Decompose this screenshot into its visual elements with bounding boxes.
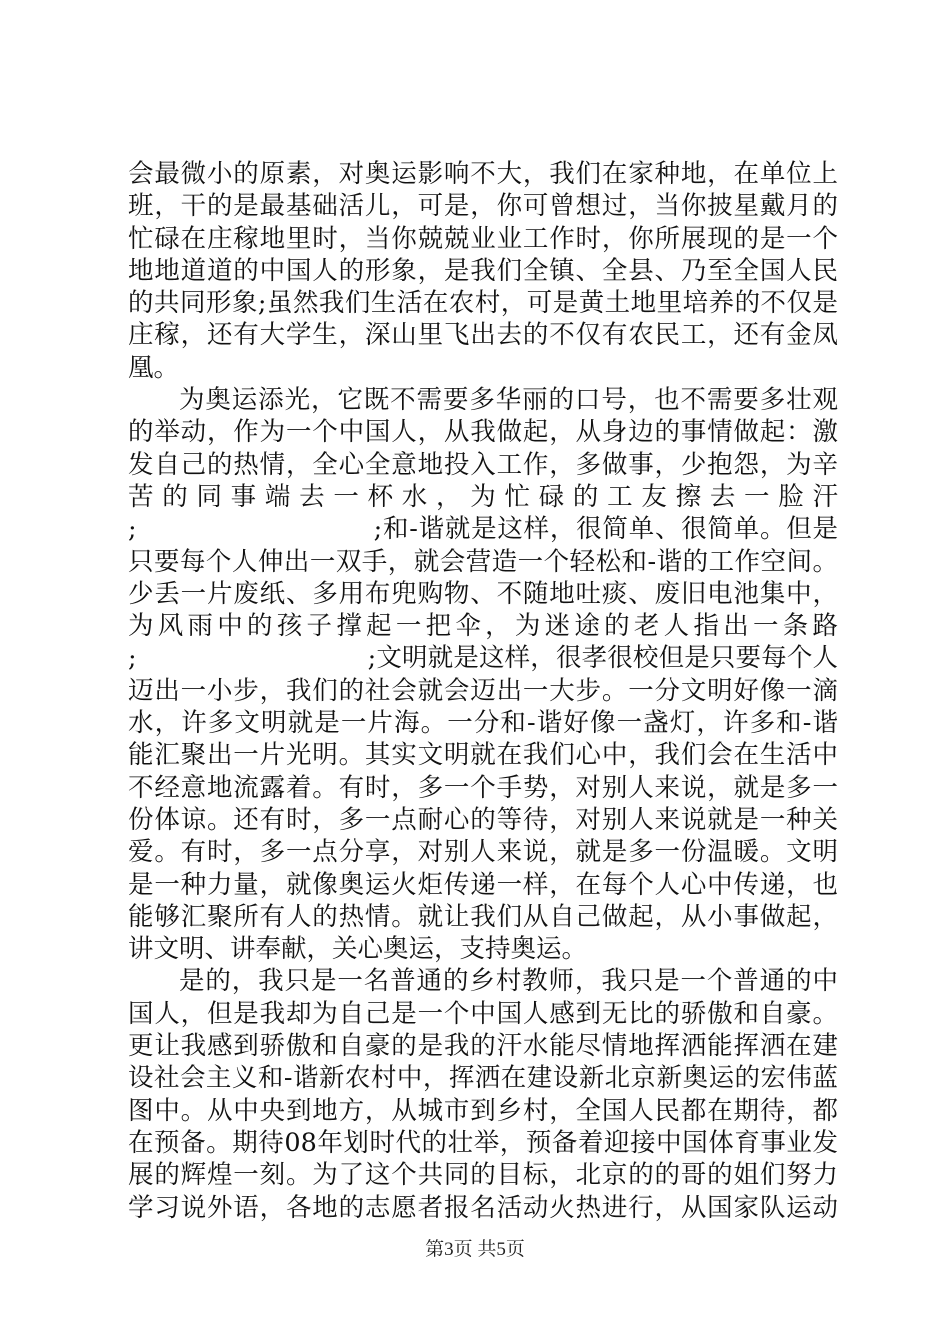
text-line: 苦的同事端去一杯水，为忙碌的工友擦去一脸汗 [128, 481, 838, 512]
text-line: 份体谅。还有时，多一点耐心的等待，对别人来说就是一种关 [128, 804, 838, 835]
text-line: ; ;和-谐就是这样，很简单、很简单。但是 [128, 514, 838, 545]
text-line: 展的辉煌一刻。为了这个共同的目标，北京的的哥的姐们努力 [128, 1160, 838, 1191]
text-line: 是一种力量，就像奥运火炬传递一样，在每个人心中传递，也 [128, 869, 838, 900]
text-line: 能够汇聚所有人的热情。就让我们从自己做起，从小事做起， [128, 901, 838, 932]
text-line: 是的，我只是一名普通的乡村教师，我只是一个普通的中 [179, 966, 838, 997]
text-line: 少丢一片废纸、多用布兜购物、不随地吐痰、废旧电池集中， [128, 578, 838, 609]
text-line: 学习说外语，各地的志愿者报名活动火热进行，从国家队运动 [128, 1192, 838, 1223]
text-line: 讲文明、讲奉献，关心奥运，支持奥运。 [128, 934, 588, 965]
text-line: 不经意地流露着。有时，多一个手势，对别人来说，就是多一 [128, 772, 838, 803]
text-line: 凰。 [128, 352, 180, 383]
text-line: 爱。有时，多一点分享，对别人来说，就是多一份温暖。文明 [128, 837, 838, 868]
text-line: 水，许多文明就是一片海。一分和-谐好像一盏灯，许多和-谐 [128, 708, 838, 739]
text-line: 会最微小的原素，对奥运影响不大，我们在家种地，在单位上 [128, 159, 838, 189]
text-line: 能汇聚出一片光明。其实文明就在我们心中，我们会在生活中 [128, 740, 838, 771]
text-line: 图中。从中央到地方，从城市到乡村，全国人民都在期待，都 [128, 1095, 838, 1126]
text-line: ; ;文明就是这样，很孝很校但是只要每个人 [128, 643, 838, 674]
text-line: 迈出一小步，我们的社会就会迈出一大步。一分文明好像一滴 [128, 675, 838, 706]
text-line: 地地道道的中国人的形象，是我们全镇、全县、乃至全国人民 [128, 255, 838, 286]
text-line: 为奥运添光，它既不需要多华丽的口号，也不需要多壮观 [179, 385, 838, 416]
text-line: 更让我感到骄傲和自豪的是我的汗水能尽情地挥洒能挥洒在建 [128, 1031, 838, 1062]
text-line: 发自己的热情，全心全意地投入工作，多做事，少抱怨，为辛 [128, 449, 838, 480]
text-line: 为风雨中的孩子撑起一把伞，为迷途的老人指出一条路 [128, 611, 838, 642]
document-body [128, 158, 838, 1224]
text-line: 忙碌在庄稼地里时，当你兢兢业业工作时，你所展现的是一个 [128, 223, 838, 254]
text-line: 只要每个人伸出一双手，就会营造一个轻松和-谐的工作空间。 [128, 546, 838, 577]
text-line: 的共同形象;虽然我们生活在农村，可是黄土地里培养的不仅是 [128, 288, 838, 319]
text-line: 国人，但是我却为自己是一个中国人感到无比的骄傲和自豪。 [128, 998, 838, 1029]
text-line: 庄稼，还有大学生，深山里飞出去的不仅有农民工，还有金凤 [128, 320, 838, 351]
text-line: 的举动，作为一个中国人，从我做起，从身边的事情做起：激 [128, 417, 838, 448]
page-footer: 第3页 共5页 [425, 1239, 525, 1260]
text-line: 设社会主义和-谐新农村中，挥洒在建设新北京新奥运的宏伟蓝 [128, 1063, 838, 1094]
text-line: 班，干的是最基础活儿，可是，你可曾想过，当你披星戴月的 [128, 191, 838, 222]
text-line: 在预备。期待08年划时代的壮举，预备着迎接中国体育事业发 [128, 1127, 838, 1158]
